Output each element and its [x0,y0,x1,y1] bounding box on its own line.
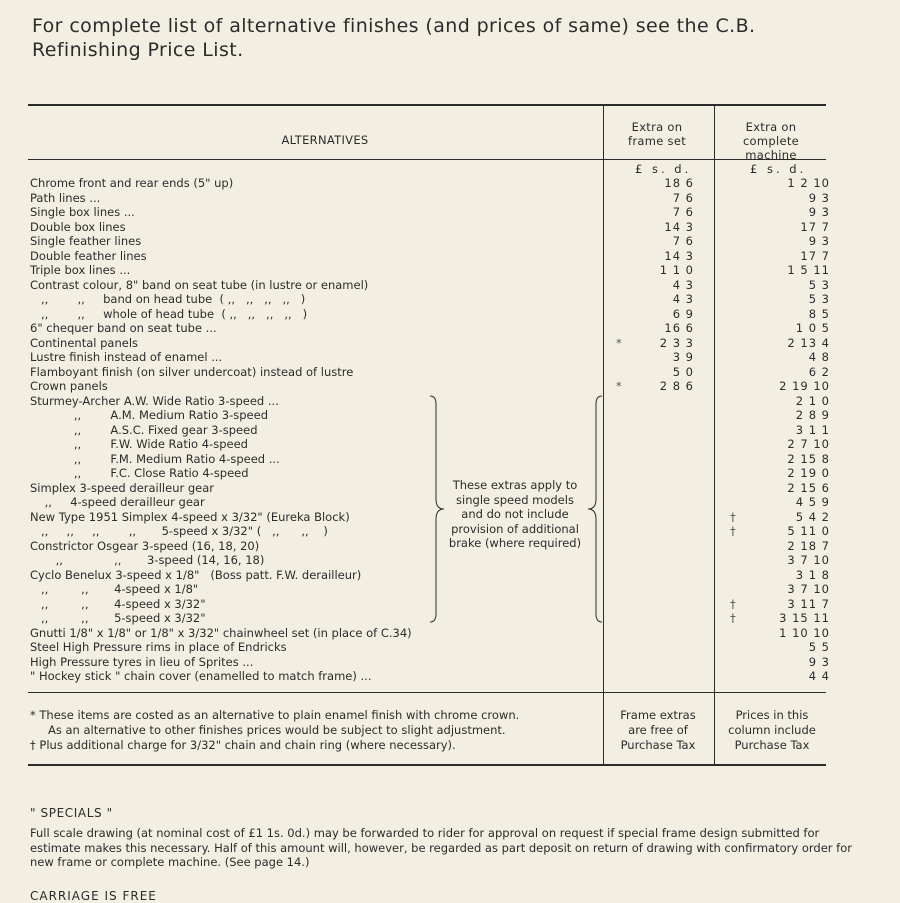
machine-price: 9 3 [808,190,830,205]
machine-price: 1 10 10 [779,625,830,640]
rows-bottom-rule [28,692,826,693]
frame-price: 18 6 [664,176,694,190]
frame-price: 14 3 [664,219,694,234]
machine-price: 3 1 1 [795,422,830,437]
lsd-label-frame: £ s. d. [635,162,692,176]
machine-price: 8 5 [808,306,830,321]
machine-price: 4 8 [808,350,830,364]
frame-price: 1 1 0 [659,263,694,277]
frame-price: 4 3 [672,292,694,306]
machine-price: 4 4 [808,669,830,683]
machine-price: 5 4 2 [795,509,830,524]
row-label: Gnutti 1/8" x 1/8" or 1/8" x 3/32" chainwheel set (in place of C.34) [30,625,412,640]
machine-price: 17 7 [800,248,830,263]
dagger-marker: † [730,596,736,611]
row-label: Chrome front and rear ends (5" up) [30,176,234,190]
table-row [30,249,830,264]
dagger-marker: † [730,509,736,524]
header-frame-set: Extra on frame set [627,120,687,148]
row-label: ,, ,, 5-speed x 3/32" [30,611,206,625]
machine-price: 9 3 [808,654,830,669]
machine-price: 2 15 8 [787,451,830,466]
row-label: Flamboyant finish (on silver undercoat) instead of lustre [30,364,354,379]
row-label: ,, ,, whole of head tube ( ,, ,, ,, ,, ) [30,306,308,321]
row-label: Continental panels [30,335,139,350]
table-top-rule [28,104,826,106]
row-label: Crown panels [30,379,108,393]
row-label: New Type 1951 Simplex 4-speed x 3/32" (Eureka Block) [30,509,350,524]
machine-price: 5 11 0 [787,524,830,538]
table-row [30,365,830,380]
star-marker: * [616,379,622,393]
row-label: Single feather lines [30,234,142,248]
table-row [30,278,830,293]
row-label: ,, 4-speed derailleur gear [30,495,205,509]
machine-price: 4 5 9 [795,495,830,509]
table-row [30,379,830,394]
machine-price: 2 18 7 [787,538,830,553]
row-label: Cyclo Benelux 3-speed x 1/8" (Boss patt. F.W. derailleur) [30,567,362,582]
table-row [30,640,830,655]
row-label: ,, ,, ,, ,, 5-speed x 3/32" ( ,, ,, ) [30,524,328,538]
footnote-star: * These items are costed as an alternative to plain enamel finish with chrome crown. [30,708,520,722]
row-label: ,, ,, 4-speed x 3/32" [30,596,206,611]
table-row [30,321,830,336]
table-row [30,205,830,220]
table-row [30,669,830,684]
footnote-star-cont: As an alternative to other finishes prices would be subject to slight adjustment. [48,723,506,737]
table-row [30,292,830,307]
table-row [30,336,830,351]
row-label: Steel High Pressure rims in place of Endricks [30,640,287,654]
table-row [30,220,830,235]
frame-price: 14 3 [664,248,694,263]
row-label: ,, A.M. Medium Ratio 3-speed [30,408,269,422]
row-label: ,, F.W. Wide Ratio 4-speed [30,437,248,451]
machine-price: 2 13 4 [787,335,830,350]
machine-price: 6 2 [808,364,830,379]
row-label: High Pressure tyres in lieu of Sprites ... [30,654,254,669]
row-label: Contrast colour, 8" band on seat tube (in lustre or enamel) [30,277,369,292]
machine-price: 2 8 9 [795,408,830,422]
machine-price: 5 3 [808,277,830,292]
machine-price: 9 3 [808,234,830,248]
brace-note: These extras apply to single speed models and do not include provision of additional brake (where required) [448,478,582,550]
footnote-dagger: † Plus additional charge for 3/32" chain and chain ring (where necessary). [30,738,456,752]
frame-price: 5 0 [672,364,694,379]
machine-price: 2 7 10 [787,437,830,451]
row-label: Double box lines [30,219,126,234]
brace-left [428,394,448,624]
machine-price: 2 19 10 [779,379,830,393]
table-bottom-rule [28,764,826,766]
row-label: Single box lines ... [30,205,135,219]
machine-price: 2 1 0 [795,393,830,408]
row-label: Triple box lines ... [30,263,131,277]
lsd-label-machine: £ s. d. [750,162,807,176]
table-row [30,655,830,670]
machine-price: 3 11 7 [787,596,830,611]
star-marker: * [616,335,622,350]
dagger-marker: † [730,611,736,625]
table-row [30,350,830,365]
machine-price: 1 2 10 [787,176,830,190]
machine-price: 17 7 [800,219,830,234]
machine-price: 1 0 5 [795,321,830,335]
machine-price: 2 19 0 [787,466,830,480]
frame-price: 7 6 [672,234,694,248]
machine-price: 3 1 8 [795,567,830,582]
machine-price: 3 15 11 [779,611,830,625]
machine-price: 9 3 [808,205,830,219]
specials-body: Full scale drawing (at nominal cost of £1 1s. 0d.) may be forwarded to rider for approval on request if special frame design submitted for estimate makes this necessary. Half of this amount will, however, be regarded as part deposit on return of drawing with confirmatory order for new frame or complete machine. (See page 14.) [30,826,852,869]
row-label: ,, ,, band on head tube ( ,, ,, ,, ,, ) [30,292,306,306]
frame-price: 16 6 [664,321,694,335]
frame-price: 7 6 [672,190,694,205]
frame-price: 2 8 6 [659,379,694,393]
row-label: Double feather lines [30,248,147,263]
row-label: ,, F.C. Close Ratio 4-speed [30,466,249,480]
row-label: ,, ,, 4-speed x 1/8" [30,582,199,596]
table-row [30,191,830,206]
frame-price: 7 6 [672,205,694,219]
carriage-text: CARRIAGE IS FREE [30,889,157,903]
header-complete-machine: Extra on complete machine [742,120,800,162]
row-label: 6" chequer band on seat tube ... [30,321,217,335]
footnotes [30,708,600,753]
frame-extras-note: Frame extras are free of Purchase Tax [620,708,696,752]
table-row [30,626,830,641]
machine-price: 1 5 11 [787,263,830,277]
frame-price: 4 3 [672,277,694,292]
dagger-marker: † [730,524,736,538]
row-label: Sturmey-Archer A.W. Wide Ratio 3-speed ... [30,393,279,408]
table-row [30,176,830,191]
row-label: ,, A.S.C. Fixed gear 3-speed [30,422,258,437]
row-label: Lustre finish instead of enamel ... [30,350,223,364]
table-row [30,263,830,278]
machine-price: 3 7 10 [787,553,830,567]
brace-right [584,394,604,624]
row-label: Simplex 3-speed derailleur gear [30,480,215,495]
table-row [30,307,830,322]
header-alternatives: ALTERNATIVES [281,133,369,147]
row-label: " Hockey stick " chain cover (enamelled to match frame) ... [30,669,372,683]
machine-price: 2 15 6 [787,480,830,495]
frame-price: 6 9 [672,306,694,321]
row-label: ,, F.M. Medium Ratio 4-speed ... [30,451,280,466]
table-row [30,234,830,249]
machine-price: 5 3 [808,292,830,306]
specials-title: " SPECIALS " [30,806,113,820]
row-label: Path lines ... [30,190,101,205]
header-bottom-rule [28,159,826,160]
intro-text: For complete list of alternative finishes (and prices of same) see the C.B. Refinishing Price List. [32,15,756,61]
row-label: ,, ,, 3-speed (14, 16, 18) [30,553,265,567]
machine-price: 3 7 10 [787,582,830,596]
frame-price: 2 3 3 [659,335,694,350]
frame-price: 3 9 [672,350,694,364]
machine-price: 5 5 [808,640,830,654]
row-label: Constrictor Osgear 3-speed (16, 18, 20) [30,538,260,553]
machine-tax-note: Prices in this column include Purchase Tax [728,708,816,752]
